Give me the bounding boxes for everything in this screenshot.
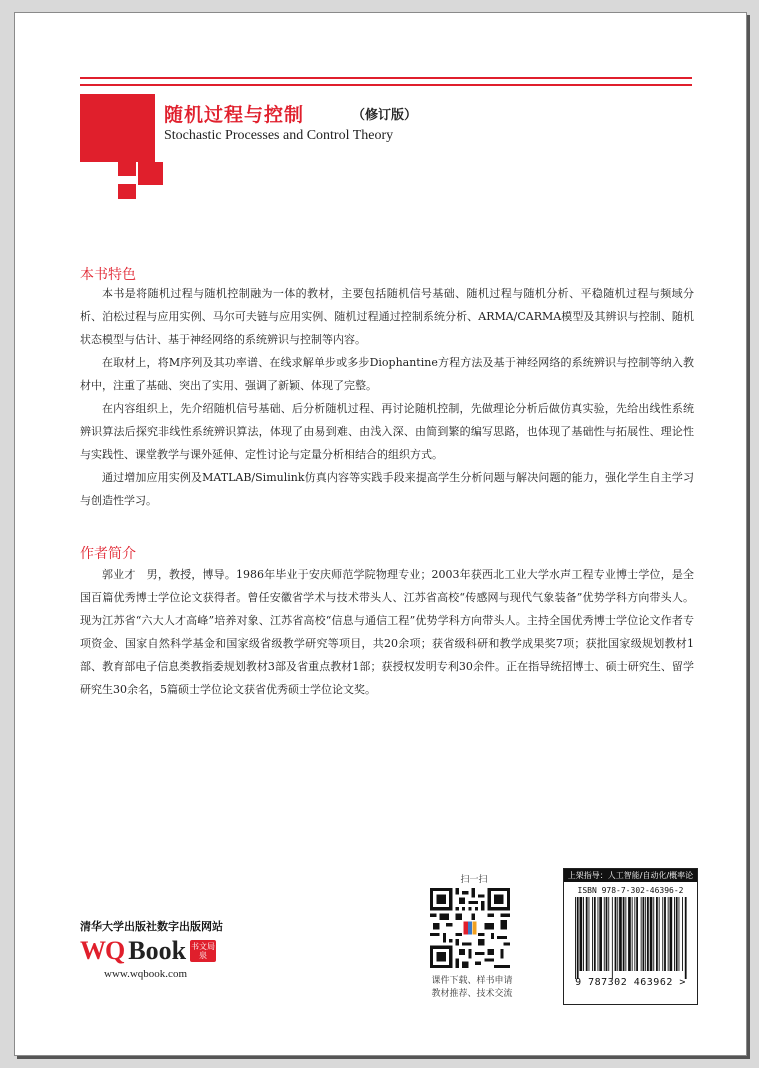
barcode-bar xyxy=(684,897,686,979)
barcode-bar xyxy=(645,897,646,971)
barcode-bar xyxy=(675,897,677,971)
barcode-bar xyxy=(674,897,675,971)
barcode-bar xyxy=(619,897,622,971)
qr-caption-line-2: 教材推荐、技术交流 xyxy=(431,989,513,999)
barcode-bar xyxy=(614,897,616,971)
barcode-bar xyxy=(625,897,626,971)
barcode-bar xyxy=(647,897,649,971)
barcode-bar xyxy=(640,897,641,971)
barcode-bar xyxy=(611,897,612,979)
barcode-bar xyxy=(575,897,576,979)
barcode-bar xyxy=(664,897,666,971)
author-heading: 作者简介 xyxy=(80,546,136,562)
barcode-bar xyxy=(682,897,683,971)
barcode-bar xyxy=(653,897,654,971)
qr-code-icon[interactable] xyxy=(430,888,510,968)
barcode-bar xyxy=(628,897,631,971)
barcode-bar xyxy=(576,897,578,979)
barcode-bar xyxy=(631,897,632,971)
barcode-bar xyxy=(656,897,658,971)
logo-wq-text: WQ xyxy=(80,936,125,965)
publisher-name: 清华大学出版社数字出版网站 xyxy=(80,920,223,933)
barcode-bar xyxy=(608,897,609,971)
barcode-bar xyxy=(649,897,652,971)
barcode-block xyxy=(563,868,698,1005)
features-paragraph-1: 本书是将随机过程与随机控制融为一体的教材，主要包括随机信号基础、随机过程与随机分析、平稳随机过程与频域分析、泊松过程与应用实例、马尔可夫链与应用实例、随机过程通过控制系统分析、ARMA/CARMA模型及其辨识与控制、随机状态模型与估计、基于神经网络的系统辨识与控制等内容。 xyxy=(80,287,694,346)
barcode-number: 9 787302 463962 > xyxy=(575,977,686,988)
barcode-bar xyxy=(599,897,602,971)
barcode-bar xyxy=(593,897,595,971)
barcode-bar xyxy=(667,897,668,971)
features-paragraph-2: 在取材上，将M序列及其功率谱、在线求解单步或多步Diophantine方程方法及基于神经网络的系统辨识与控制等纳入教材中，注重了基础、突出了实用、强调了新颖、体现了完整。 xyxy=(80,356,694,392)
barcode-bar xyxy=(642,897,644,971)
publisher-url[interactable]: www.wqbook.com xyxy=(104,968,187,980)
barcode-bar xyxy=(617,897,618,971)
barcode-bar xyxy=(636,897,638,971)
book-subtitle-en: Stochastic Processes and Control Theory xyxy=(164,128,394,143)
book-title: 随机过程与控制 xyxy=(164,104,305,126)
header-rule-top xyxy=(80,77,692,79)
qr-caption-line-1: 课件下载、样书申请 xyxy=(431,976,513,986)
isbn-text: ISBN 978-7-302-46396-2 xyxy=(577,886,684,895)
barcode-bar xyxy=(592,897,593,971)
barcode-bar xyxy=(579,897,582,971)
barcode-bar xyxy=(603,897,604,971)
qr-caption xyxy=(418,975,526,1001)
publisher-logo xyxy=(80,936,216,966)
features-paragraph-3: 在内容组织上，先介绍随机信号基础、后分析随机过程、再讨论随机控制，先做理论分析后做仿真实验，先给出线性系统辨识算法后探究非线性系统辨识算法，体现了由易到难、由浅入深、由简到繁的编写思路，也体现了基础性与拓展性、理论性与实践性、课堂教学与课外延伸、定性讨论与定量分析相结合的组织方式。 xyxy=(80,402,694,461)
barcode-bar xyxy=(662,897,663,971)
barcode-bar xyxy=(588,897,589,971)
features-heading: 本书特色 xyxy=(80,267,136,283)
barcode-bar xyxy=(597,897,598,971)
logo-badge: 书文局泉 xyxy=(191,942,216,960)
author-paragraph: 郭业才 男，教授，博导。1986年毕业于安庆师范学院物理专业；2003年获西北工业大学水声工程专业博士学位，是全国百篇优秀博士学位论文获得者。曾任安徽省学术与技术带头人、江苏省高校“传感网与现代气象装备”优势学科方向带头人。现为江苏省“六大人才高峰”培养对象、江苏省高校“信息与通信工程”优势学科方向带头人。主持全国优秀博士学位论文作者专项资金、国家自然科学基金和国家级省级教学研究等项目，共20余项；获省级科研和教学成果奖7项；获批国家级规划教材1部、教育部电子信息类教指委规划教材3部及省重点教材1部；获授权发明专利30余件。正在指导统招博士、硕士研究生、留学研究生30余名，5篇硕士学位论文获省优秀硕士学位论文奖。 xyxy=(80,568,694,696)
barcode-bar xyxy=(634,897,635,971)
book-edition: （修订版） xyxy=(352,108,418,123)
barcode-bar xyxy=(658,897,659,971)
scan-label: 扫一扫 xyxy=(460,875,488,885)
shelf-category: 上架指导：人工智能/自动化/概率论 xyxy=(564,869,697,882)
barcode-bar xyxy=(605,897,607,971)
barcode-bar xyxy=(669,897,672,971)
logo-book-text: Book xyxy=(128,936,187,965)
barcode-bar xyxy=(583,897,584,971)
barcode-bar xyxy=(622,897,624,971)
barcode-bar xyxy=(585,897,587,971)
barcode-icon xyxy=(571,897,691,979)
features-paragraph-4: 通过增加应用实例及MATLAB/Simulink仿真内容等实践手段来提高学生分析问题与解决问题的能力，强化学生自主学习与创造性学习。 xyxy=(80,471,694,507)
barcode-bar xyxy=(678,897,679,971)
header-rule-bottom xyxy=(80,84,692,86)
